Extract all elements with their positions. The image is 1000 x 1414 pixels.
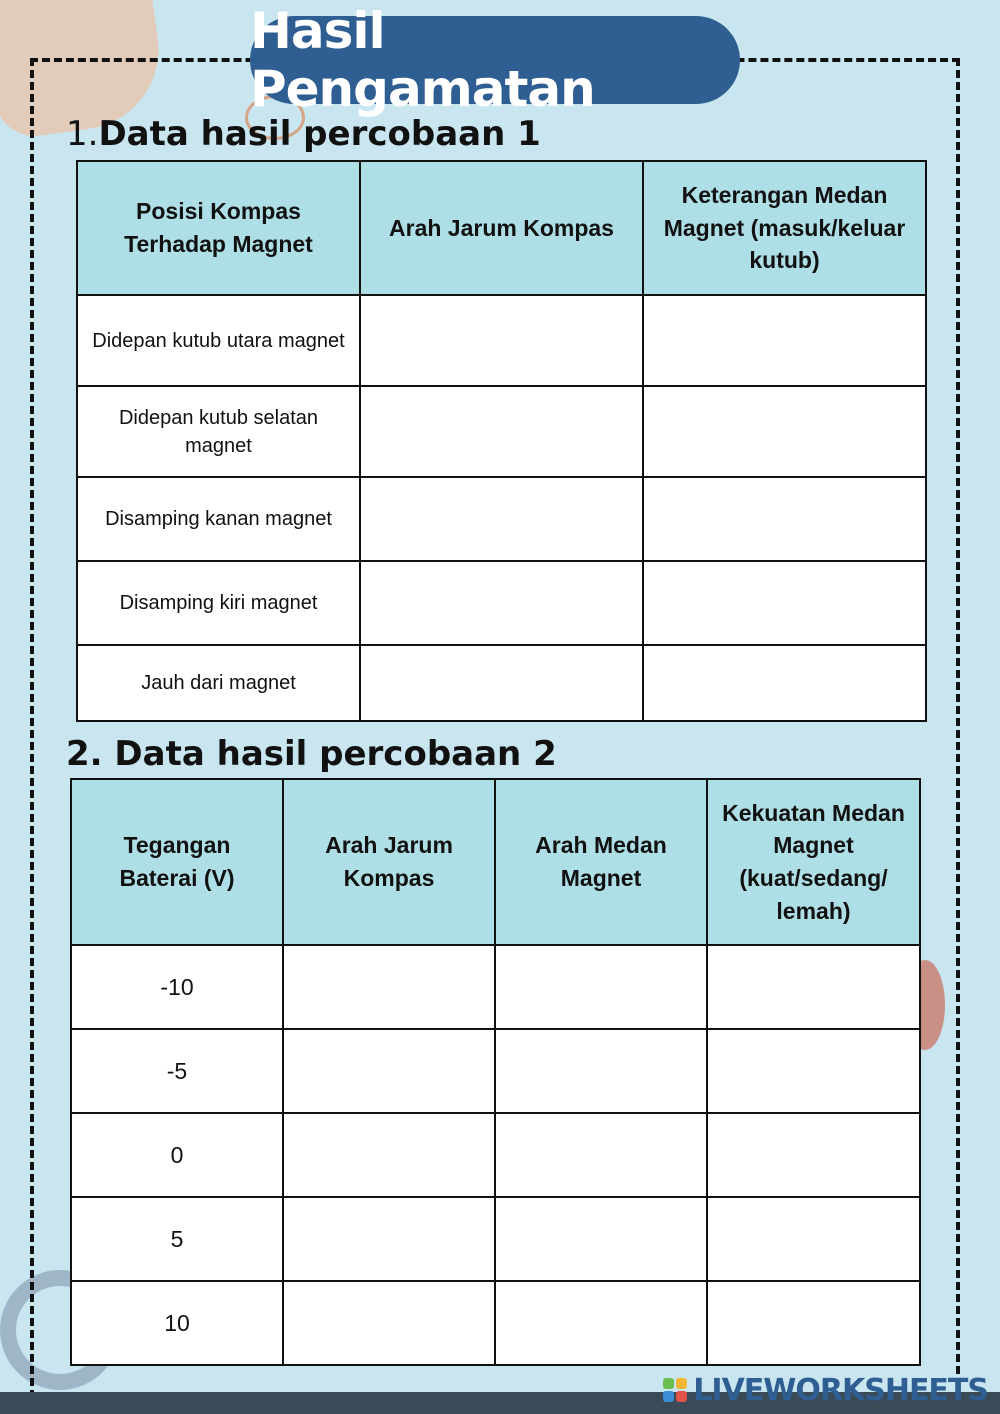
table-row bbox=[77, 561, 926, 645]
table-header-row bbox=[77, 161, 926, 295]
table-row bbox=[71, 1281, 920, 1365]
answer-cell[interactable] bbox=[707, 1029, 920, 1113]
section-1-title bbox=[66, 114, 541, 154]
column-header: Arah Medan Magnet bbox=[495, 779, 707, 945]
column-header: Tegangan Baterai (V) bbox=[71, 779, 283, 945]
brand-name: LIVEWORKSHEETS bbox=[693, 1372, 988, 1408]
column-header: Arah Jarum Kompas bbox=[360, 161, 643, 295]
answer-cell[interactable] bbox=[360, 295, 643, 386]
page-title: Hasil Pengamatan bbox=[250, 16, 740, 104]
row-label: Disamping kiri magnet bbox=[77, 561, 360, 645]
answer-cell[interactable] bbox=[360, 386, 643, 477]
column-header: Arah Jarum Kompas bbox=[283, 779, 495, 945]
voltage-value: 5 bbox=[71, 1197, 283, 1281]
answer-cell[interactable] bbox=[643, 561, 926, 645]
answer-cell[interactable] bbox=[643, 295, 926, 386]
answer-cell[interactable] bbox=[283, 1281, 495, 1365]
row-label: Jauh dari magnet bbox=[77, 645, 360, 721]
liveworksheets-brand[interactable] bbox=[663, 1374, 988, 1406]
voltage-value: -5 bbox=[71, 1029, 283, 1113]
voltage-value: -10 bbox=[71, 945, 283, 1029]
column-header: Posisi Kompas Terhadap Magnet bbox=[77, 161, 360, 295]
table-row bbox=[77, 645, 926, 721]
observation-table-1 bbox=[76, 160, 927, 722]
row-label: Didepan kutub selatan magnet bbox=[77, 386, 360, 477]
answer-cell[interactable] bbox=[707, 1281, 920, 1365]
table-row bbox=[71, 1029, 920, 1113]
table-row bbox=[71, 1197, 920, 1281]
column-header: Keterangan Medan Magnet (masuk/keluar kutub) bbox=[643, 161, 926, 295]
answer-cell[interactable] bbox=[643, 645, 926, 721]
table-row bbox=[71, 1113, 920, 1197]
table-row bbox=[77, 386, 926, 477]
answer-cell[interactable] bbox=[360, 477, 643, 561]
answer-cell[interactable] bbox=[495, 1281, 707, 1365]
answer-cell[interactable] bbox=[707, 945, 920, 1029]
observation-table-2 bbox=[70, 778, 921, 1366]
voltage-value: 10 bbox=[71, 1281, 283, 1365]
answer-cell[interactable] bbox=[360, 645, 643, 721]
section-1-number: 1. bbox=[66, 114, 99, 154]
answer-cell[interactable] bbox=[495, 1197, 707, 1281]
answer-cell[interactable] bbox=[360, 561, 643, 645]
table-row bbox=[77, 477, 926, 561]
voltage-value: 0 bbox=[71, 1113, 283, 1197]
table-row bbox=[77, 295, 926, 386]
answer-cell[interactable] bbox=[643, 386, 926, 477]
answer-cell[interactable] bbox=[283, 1113, 495, 1197]
column-header: Kekuatan Medan Magnet (kuat/sedang/ lemah) bbox=[707, 779, 920, 945]
liveworksheets-logo-icon bbox=[663, 1378, 687, 1402]
answer-cell[interactable] bbox=[643, 477, 926, 561]
answer-cell[interactable] bbox=[495, 945, 707, 1029]
row-label: Disamping kanan magnet bbox=[77, 477, 360, 561]
answer-cell[interactable] bbox=[283, 1197, 495, 1281]
table-header-row bbox=[71, 779, 920, 945]
section-1-title-text: Data hasil percobaan 1 bbox=[98, 114, 541, 154]
answer-cell[interactable] bbox=[283, 945, 495, 1029]
answer-cell[interactable] bbox=[495, 1029, 707, 1113]
answer-cell[interactable] bbox=[707, 1197, 920, 1281]
answer-cell[interactable] bbox=[707, 1113, 920, 1197]
row-label: Didepan kutub utara magnet bbox=[77, 295, 360, 386]
answer-cell[interactable] bbox=[495, 1113, 707, 1197]
section-2-title: 2. Data hasil percobaan 2 bbox=[66, 734, 557, 774]
answer-cell[interactable] bbox=[283, 1029, 495, 1113]
table-row bbox=[71, 945, 920, 1029]
